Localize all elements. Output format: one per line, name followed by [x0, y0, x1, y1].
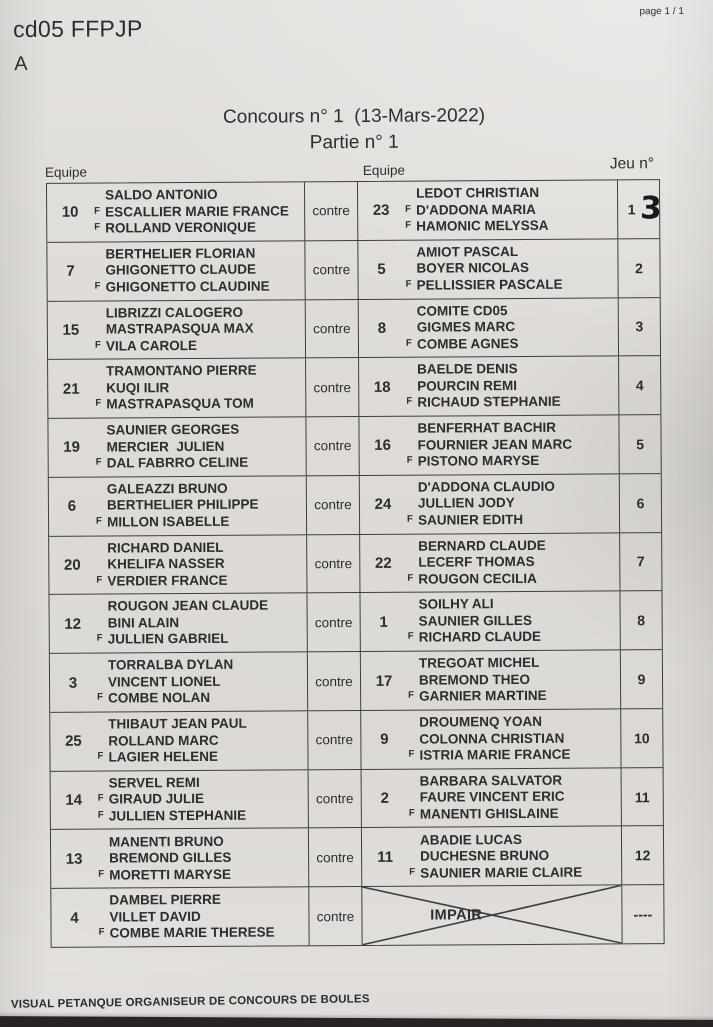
- game-number: 8: [637, 612, 646, 629]
- player-list: [407, 713, 620, 764]
- game-number-cell: [621, 650, 662, 708]
- player-name: BAELDE DENIS: [417, 361, 518, 378]
- player-list: [408, 772, 621, 823]
- game-number: 11: [634, 788, 650, 805]
- female-marker: F: [94, 339, 101, 351]
- player-list: [405, 420, 618, 471]
- player-name: F MASTRAPASQUA TOM: [95, 396, 254, 412]
- table-row: [49, 591, 661, 654]
- game-number-cell: [619, 415, 660, 473]
- player-name: SALDO ANTONIO: [105, 186, 218, 203]
- player-name: DROUMENQ YOAN: [419, 713, 543, 730]
- female-marker: F: [405, 203, 411, 215]
- versus-label: contre: [309, 828, 362, 886]
- versus-label: contre: [305, 182, 358, 240]
- player-name: F SAUNIER MARIE CLAIRE: [409, 864, 583, 881]
- player-name: VILLET DAVID: [109, 908, 201, 925]
- female-marker: F: [94, 205, 100, 217]
- team-cell-left: [49, 535, 307, 594]
- player-name: F ESCALLIER MARIE FRANCE: [94, 203, 289, 220]
- female-marker: F: [409, 866, 416, 878]
- team-number: 9: [380, 731, 389, 749]
- player-name: F MILLON ISABELLE: [96, 513, 230, 530]
- team-cell-left: [48, 417, 306, 476]
- player-name: TORRALBA DYLAN: [107, 657, 234, 673]
- team-cell-left: [51, 829, 309, 888]
- team-number: 11: [377, 848, 394, 866]
- player-name: F PELLISSIER PASCALE: [405, 276, 563, 293]
- partie-title: Partie n° 1: [309, 131, 399, 154]
- female-marker: F: [406, 454, 413, 466]
- versus-label: contre: [307, 593, 360, 651]
- female-marker: F: [407, 513, 413, 525]
- game-number: 1: [627, 201, 636, 218]
- team-cell-left: [49, 476, 307, 535]
- player-list: [407, 596, 620, 647]
- player-name: SAUNIER GEORGES: [106, 421, 240, 438]
- team-cell-right: [360, 592, 620, 651]
- player-name: BOYER NICOLAS: [416, 260, 530, 277]
- team-number: 17: [375, 672, 393, 690]
- player-name: F COMBE MARIE THERESE: [98, 924, 275, 941]
- team-cell-right: [359, 357, 619, 416]
- player-name: FAURE VINCENT ERIC: [419, 789, 565, 805]
- team-number: 23: [372, 202, 390, 220]
- player-name: BERTHELIER PHILIPPE: [106, 497, 259, 513]
- player-name: SAUNIER GILLES: [418, 612, 532, 629]
- player-name: BERNARD CLAUDE: [418, 537, 546, 554]
- team-number: 20: [63, 556, 81, 574]
- team-number: 18: [373, 378, 391, 396]
- player-list: [404, 243, 617, 294]
- player-name: F GARNIER MARTINE: [408, 688, 547, 704]
- team-cell-left: [48, 359, 306, 418]
- player-list: [93, 245, 304, 296]
- player-name: LECERF THOMAS: [418, 554, 535, 570]
- player-name: THIBAUT JEAN PAUL: [108, 715, 247, 732]
- player-name: FOURNIER JEAN MARC: [417, 436, 573, 453]
- table-row: [51, 768, 663, 831]
- game-number-cell: [619, 356, 660, 414]
- team-cell-left: [47, 241, 305, 300]
- team-cell-right: [359, 298, 619, 357]
- team-cell-right: [361, 709, 621, 768]
- female-marker: F: [97, 792, 104, 804]
- female-marker: F: [94, 280, 101, 292]
- game-number-cell: [622, 827, 663, 885]
- table-row: [51, 885, 663, 947]
- column-header-equipe-right: Equipe: [362, 162, 405, 178]
- player-name: RICHARD DANIEL: [107, 539, 224, 556]
- player-name: F COMBE AGNES: [405, 335, 519, 352]
- game-number: 4: [635, 377, 644, 394]
- team-cell-right: [360, 474, 620, 533]
- team-cell-left: [48, 300, 306, 359]
- player-list: [404, 185, 617, 236]
- female-marker: F: [406, 396, 413, 408]
- player-name: KUQI ILIR: [106, 380, 170, 396]
- table-row: [51, 827, 663, 890]
- game-number-cell: [620, 474, 661, 532]
- player-name: POURCIN REMI: [417, 377, 518, 394]
- crossed-out-icon: [362, 886, 621, 945]
- player-name: F PISTONO MARYSE: [406, 453, 540, 469]
- game-number: 5: [636, 436, 645, 453]
- table-row: [47, 180, 663, 243]
- player-name: F LAGIER HELENE: [97, 748, 219, 765]
- player-list: [406, 478, 619, 529]
- footer-text: VISUAL PETANQUE ORGANISEUR DE CONCOURS DE BOULES: [10, 993, 370, 1011]
- team-number: 7: [66, 262, 75, 280]
- team-number: 22: [374, 554, 392, 572]
- female-marker: F: [95, 397, 102, 410]
- player-name: BENFERHAT BACHIR: [417, 419, 557, 436]
- table-row: [47, 239, 659, 302]
- player-name: F ROLLAND VERONIQUE: [94, 219, 257, 236]
- player-list: [93, 186, 304, 237]
- team-number: 5: [377, 260, 386, 279]
- player-name: F SAUNIER EDITH: [407, 511, 524, 528]
- player-name: F GHIGONETTO CLAUDINE: [94, 278, 270, 295]
- team-number: 15: [62, 321, 80, 339]
- table-row: [50, 650, 662, 713]
- team-number: 25: [64, 732, 82, 751]
- team-number: 24: [374, 495, 392, 514]
- team-cell-right: [359, 415, 619, 474]
- female-marker: F: [408, 807, 415, 819]
- player-name: F ROUGON CECILIA: [407, 570, 537, 587]
- team-cell-right: [362, 827, 622, 886]
- player-name: GIGMES MARC: [416, 319, 516, 335]
- player-name: F DAL FABRRO CELINE: [95, 454, 249, 471]
- team-cell-right: [358, 239, 618, 298]
- versus-label: contre: [305, 241, 358, 299]
- table-row: [48, 298, 660, 361]
- player-list: [96, 598, 307, 649]
- player-name: AMIOT PASCAL: [416, 243, 519, 260]
- female-marker: F: [95, 456, 102, 468]
- player-name: LEDOT CHRISTIAN: [415, 185, 540, 201]
- game-number-cell: [618, 180, 663, 238]
- page-indicator: page 1 / 1: [639, 5, 684, 18]
- player-name: GALEAZZI BRUNO: [106, 480, 228, 497]
- team-cell-left: [49, 594, 307, 653]
- team-number: 8: [377, 319, 387, 337]
- player-name: MANENTI BRUNO: [108, 833, 224, 850]
- table-row: [48, 356, 660, 419]
- game-number: 3: [635, 318, 644, 335]
- female-marker: F: [97, 691, 103, 703]
- versus-label: contre: [307, 476, 360, 534]
- player-name: F MORETTI MARYSE: [98, 866, 232, 883]
- team-cell-right: [361, 651, 621, 710]
- player-name: GHIGONETTO CLAUDE: [105, 262, 257, 278]
- concours-title: Concours n° 1 (13-Mars-2022): [222, 105, 486, 128]
- player-name: ABADIE LUCAS: [419, 831, 523, 848]
- game-number-cell: [620, 591, 661, 649]
- versus-label: contre: [309, 887, 362, 945]
- player-list: [405, 302, 618, 353]
- team-number: 6: [67, 497, 77, 515]
- player-name: BREMOND THEO: [418, 671, 531, 688]
- player-name: F VERDIER FRANCE: [96, 572, 228, 589]
- player-list: [96, 715, 307, 766]
- team-cell-left: [51, 887, 309, 946]
- game-number: 9: [637, 671, 646, 688]
- player-name: VINCENT LIONEL: [107, 673, 221, 690]
- player-list: [97, 774, 308, 825]
- team-number: 2: [380, 789, 389, 807]
- game-number: 7: [636, 553, 645, 570]
- game-number: 6: [636, 494, 645, 511]
- player-name: COMITE CD05: [416, 302, 508, 319]
- team-number: 10: [61, 204, 79, 222]
- team-number: 14: [65, 791, 83, 809]
- team-cell-left: [50, 652, 308, 711]
- table-row: [49, 474, 661, 537]
- player-list: [94, 421, 305, 472]
- team-cell-right: [362, 886, 622, 945]
- game-number-cell: [621, 709, 662, 767]
- female-marker: F: [405, 337, 412, 349]
- team-number: 4: [70, 909, 79, 927]
- team-number: 21: [62, 380, 80, 398]
- player-name: JULLIEN JODY: [417, 495, 515, 512]
- game-number: 12: [634, 847, 651, 864]
- table-row: [50, 709, 662, 772]
- player-name: F RICHAUD STEPHANIE: [406, 394, 561, 411]
- team-number: 13: [65, 850, 83, 868]
- player-name: DAMBEL PIERRE: [109, 892, 221, 908]
- versus-label: contre: [306, 417, 359, 475]
- female-marker: F: [96, 515, 102, 527]
- game-number-cell: [622, 885, 663, 943]
- player-list: [94, 363, 305, 414]
- player-name: ROLLAND MARC: [108, 732, 219, 749]
- column-header-equipe-left: Equipe: [44, 164, 88, 180]
- organization-label: cd05 FFPJP: [12, 15, 143, 43]
- player-name: F ISTRIA MARIE FRANCE: [408, 746, 571, 763]
- female-marker: F: [96, 633, 103, 645]
- female-marker: F: [405, 219, 412, 231]
- player-name: BARBARA SALVATOR: [419, 772, 563, 789]
- player-name: MERCIER JULIEN: [106, 438, 225, 455]
- team-cell-left: [51, 770, 309, 829]
- player-name: F MANENTI GHISLAINE: [408, 805, 559, 822]
- game-number: 2: [635, 259, 643, 276]
- impair-label: IMPAIR: [430, 907, 483, 924]
- player-name: TRAMONTANO PIERRE: [106, 363, 257, 379]
- player-list: [94, 304, 305, 355]
- player-list: [405, 361, 618, 412]
- team-cell-right: [360, 533, 620, 592]
- female-marker: F: [98, 868, 105, 880]
- player-name: F RICHARD CLAUDE: [407, 629, 542, 646]
- team-cell-right: [362, 768, 622, 827]
- player-name: D'ADDONA CLAUDIO: [417, 478, 555, 495]
- team-cell-right: [358, 180, 618, 239]
- player-name: COLONNA CHRISTIAN: [419, 730, 565, 747]
- player-list: [97, 892, 308, 943]
- team-number: 1: [379, 613, 388, 631]
- female-marker: F: [97, 750, 104, 762]
- player-name: F VILA CAROLE: [94, 337, 198, 354]
- player-name: KHELIFA NASSER: [107, 556, 225, 572]
- versus-label: contre: [306, 358, 359, 416]
- versus-label: contre: [308, 652, 361, 710]
- team-number: 3: [68, 674, 78, 692]
- player-list: [97, 833, 308, 884]
- player-name: MASTRAPASQUA MAX: [105, 320, 254, 337]
- player-list: [406, 537, 619, 588]
- female-marker: F: [405, 278, 412, 290]
- match-table: [46, 179, 665, 948]
- game-number-cell: [618, 239, 659, 297]
- player-name: ROUGON JEAN CLAUDE: [107, 598, 269, 615]
- female-marker: F: [96, 574, 103, 586]
- game-number: ----: [633, 906, 653, 923]
- game-number: 10: [634, 729, 650, 747]
- handwritten-game-number: 3: [640, 190, 663, 227]
- player-name: F GIRAUD JULIE: [97, 791, 205, 807]
- female-marker: F: [408, 748, 415, 760]
- female-marker: F: [407, 631, 414, 643]
- player-name: BINI ALAIN: [107, 615, 180, 631]
- female-marker: F: [407, 572, 414, 584]
- female-marker: F: [98, 926, 105, 938]
- player-name: DUCHESNE BRUNO: [420, 847, 550, 864]
- player-list: [407, 655, 620, 706]
- column-header-jeu: Jeu n°: [609, 155, 655, 173]
- female-marker: F: [408, 689, 414, 701]
- player-name: F HAMONIC MELYSSA: [405, 217, 549, 234]
- team-cell-left: [47, 182, 305, 241]
- group-label: A: [14, 53, 28, 76]
- player-name: TREGOAT MICHEL: [418, 655, 540, 671]
- team-number: 16: [374, 437, 391, 455]
- player-list: [95, 480, 306, 531]
- female-marker: F: [97, 809, 104, 821]
- table-row: [48, 415, 660, 478]
- player-name: SERVEL REMI: [108, 774, 200, 791]
- player-list: [95, 539, 306, 590]
- player-name: F JULLIEN STEPHANIE: [97, 807, 247, 824]
- versus-label: contre: [306, 300, 359, 358]
- player-name: BREMOND GILLES: [109, 849, 232, 866]
- player-name: SOILHY ALI: [418, 596, 494, 613]
- female-marker: F: [94, 221, 101, 233]
- player-list: [408, 831, 621, 882]
- versus-label: contre: [307, 535, 360, 593]
- player-name: BERTHELIER FLORIAN: [105, 245, 256, 262]
- versus-label: contre: [308, 711, 361, 769]
- table-row: [49, 533, 661, 596]
- player-name: F JULLIEN GABRIEL: [96, 631, 229, 648]
- team-number: 12: [64, 615, 82, 633]
- game-number-cell: [620, 533, 661, 591]
- player-list: [96, 657, 307, 708]
- player-name: LIBRIZZI CALOGERO: [105, 304, 244, 321]
- team-cell-left: [50, 711, 308, 770]
- versus-label: contre: [309, 770, 362, 828]
- player-name: F COMBE NOLAN: [97, 690, 211, 706]
- game-number-cell: [619, 298, 660, 356]
- game-number-cell: [622, 768, 663, 826]
- player-name: F D'ADDONA MARIA: [405, 201, 536, 218]
- team-number: 19: [63, 439, 80, 457]
